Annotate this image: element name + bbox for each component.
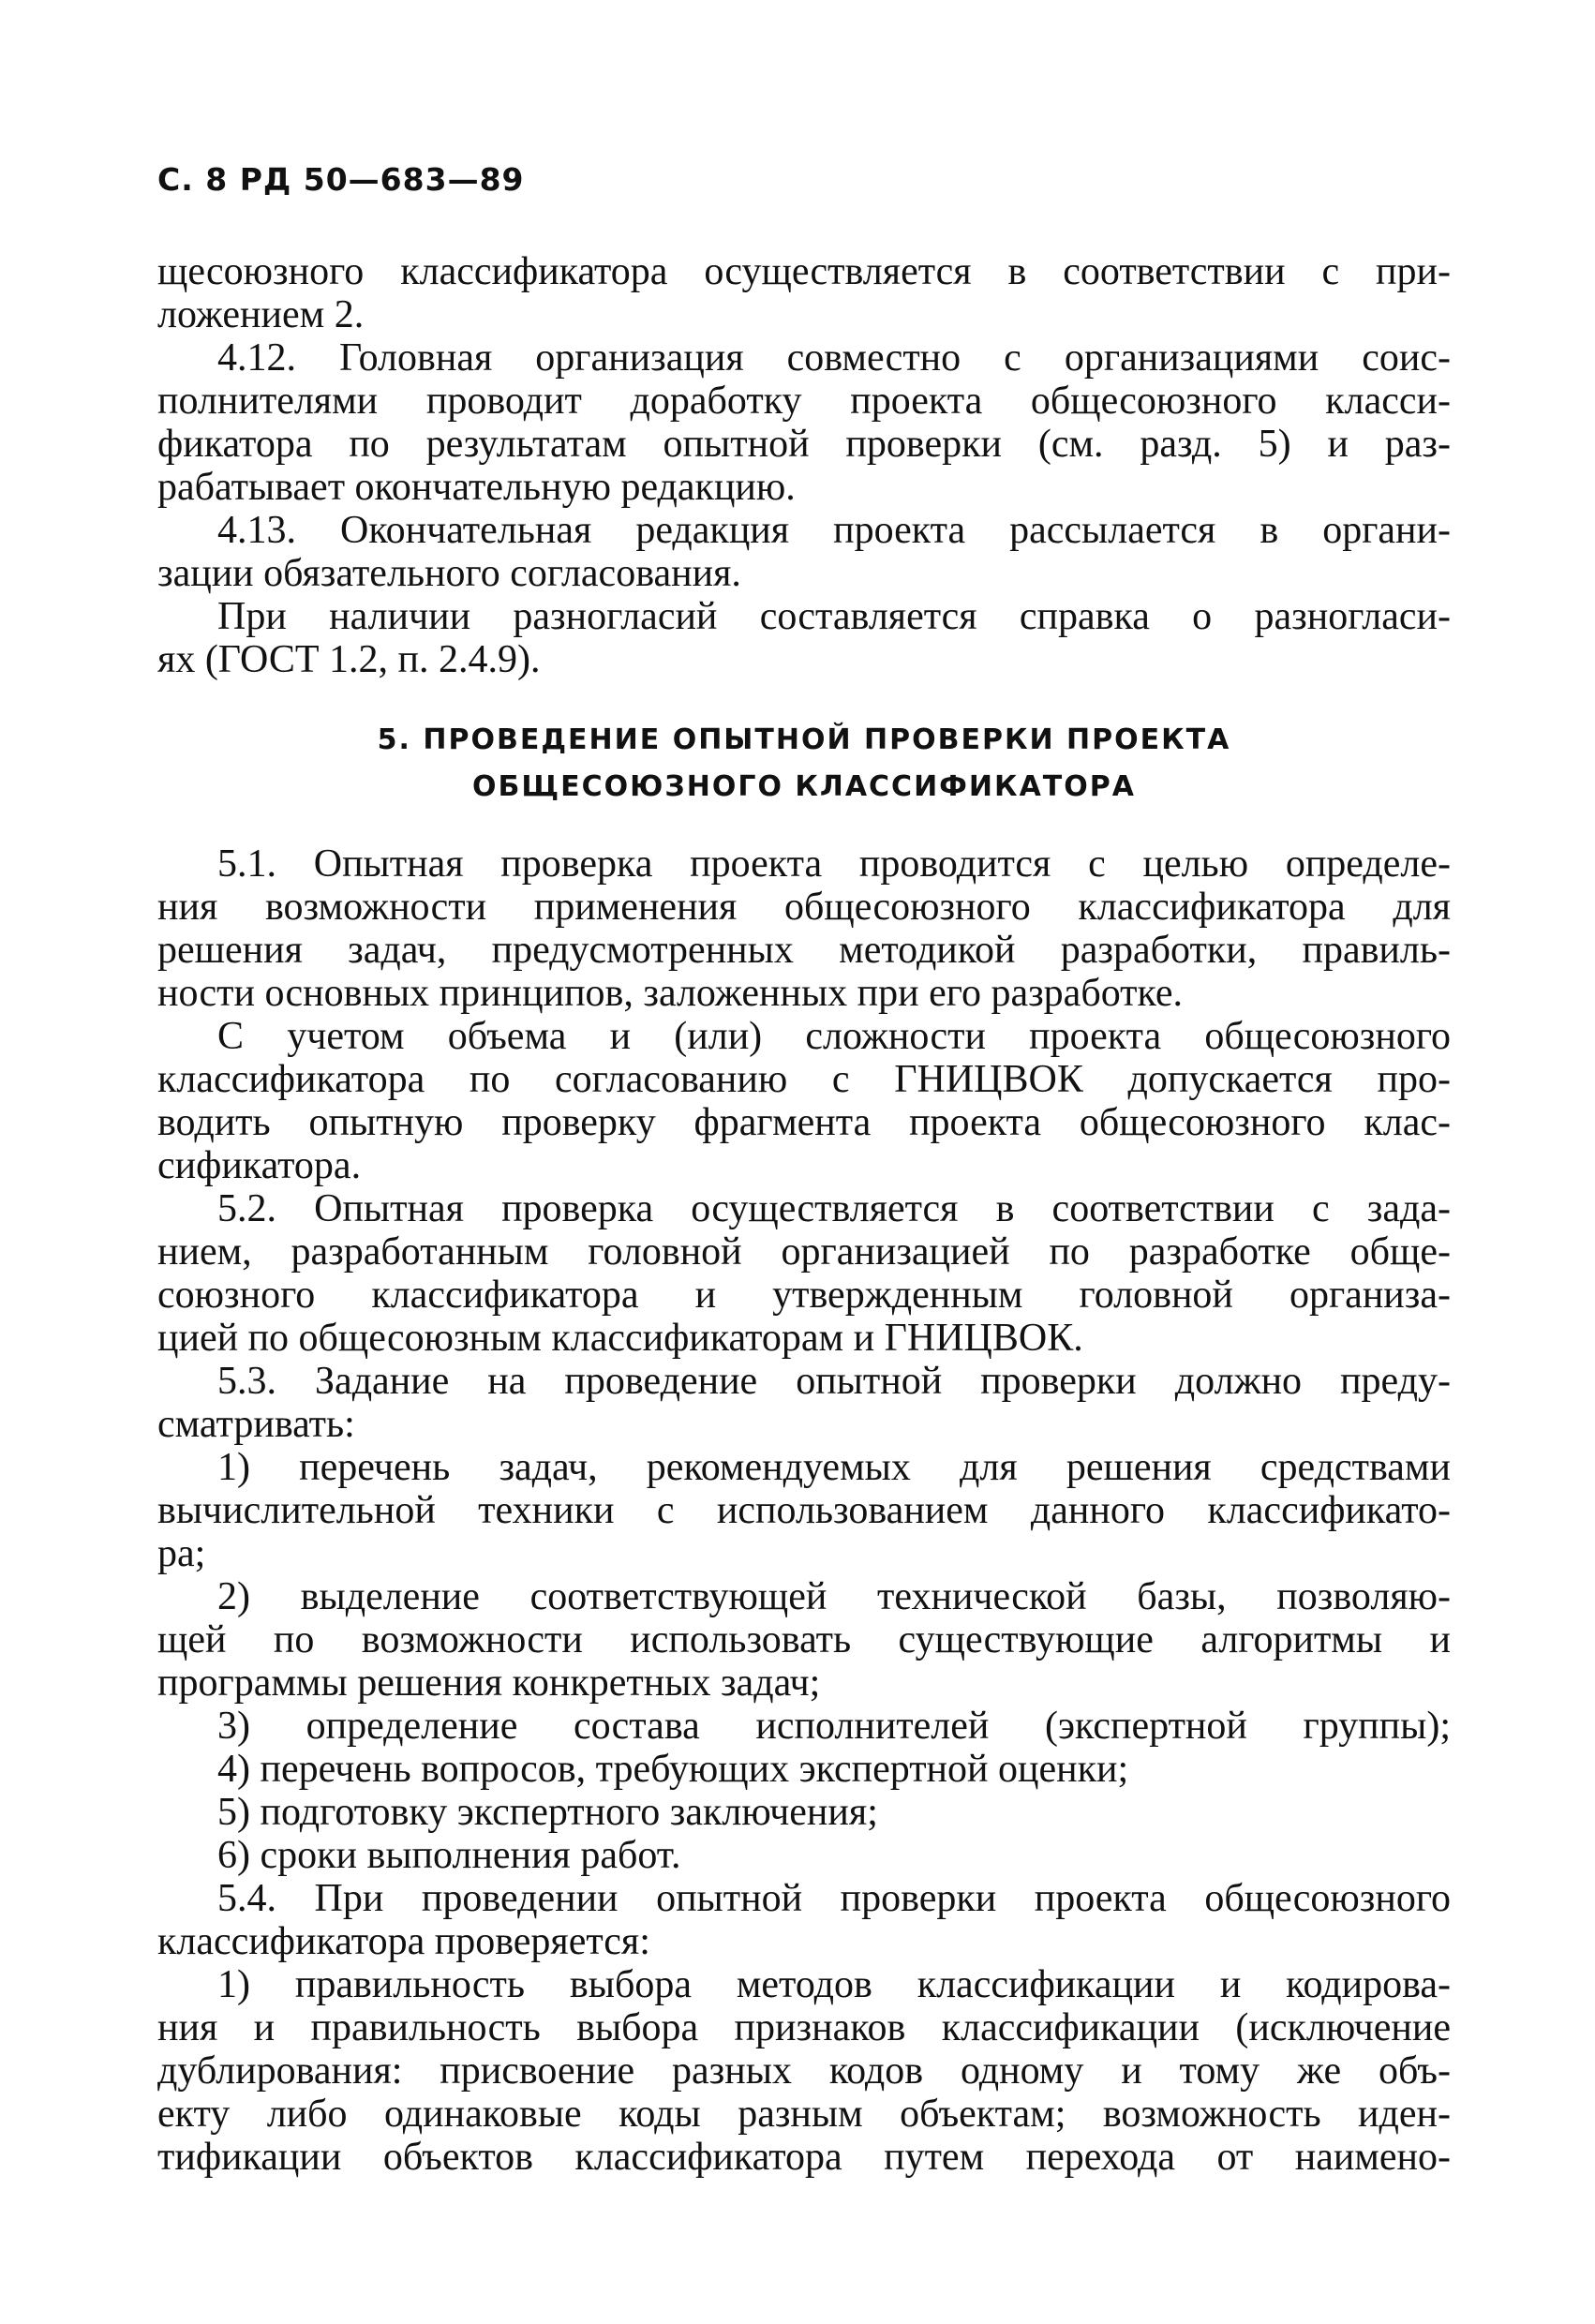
text-line: фикатора по результатам опытной проверки (см. разд. 5) и раз- (157, 423, 1451, 466)
text-line: сификатора. (157, 1144, 362, 1187)
text-line: ния и правильность выбора признаков классификации (исключение (157, 2006, 1451, 2049)
text-line: ложением 2. (157, 293, 365, 336)
page-header: С. 8 РД 50—683—89 (157, 161, 525, 198)
text-line: екту либо одинаковые коды разным объектам; возможность иден- (157, 2093, 1451, 2136)
text-line: рабатывает окончательную редакцию. (157, 466, 796, 509)
text-line: 2) выделение соответствующей технической базы, позволяю- (217, 1575, 1451, 1618)
text-line: щей по возможности использовать существующие алгоритмы и (157, 1618, 1451, 1661)
text-line: полнителями проводит доработку проекта общесоюзного класси- (157, 380, 1451, 423)
text-line: 5.4. При проведении опытной проверки проекта общесоюзного (217, 1877, 1451, 1920)
text-line: ра; (157, 1532, 206, 1575)
text-line: классификатора по согласованию с ГНИЦВОК допускается про- (157, 1058, 1451, 1101)
text-line: 5.3. Задание на проведение опытной проверки должно преду- (217, 1360, 1451, 1403)
text-line: С учетом объема и (или) сложности проекта общесоюзного (217, 1015, 1451, 1058)
text-line: 5) подготовку экспертного заключения; (217, 1791, 878, 1834)
text-line: ности основных принципов, заложенных при его разработке. (157, 972, 1183, 1015)
text-line: дублирования: присвоение разных кодов одному и тому же объ- (157, 2049, 1451, 2093)
text-line: классификатора проверяется: (157, 1920, 650, 1963)
text-line: программы решения конкретных задач; (157, 1661, 821, 1705)
text-line: 3) определение состава исполнителей (экспертной группы); (217, 1705, 1451, 1748)
text-line: При наличии разногласий составляется справка о разногласи- (217, 595, 1451, 638)
section-heading-line-2: ОБЩЕСОЮЗНОГО КЛАССИФИКАТОРА (472, 770, 1136, 803)
text-line: 4.13. Окончательная редакция проекта рассылается в органи- (217, 509, 1451, 552)
text-line: цией по общесоюзным классификаторам и ГНИЦВОК. (157, 1317, 1083, 1360)
text-line: 4.12. Головная организация совместно с организациями соис- (217, 336, 1451, 380)
text-line: ях (ГОСТ 1.2, п. 2.4.9). (157, 638, 541, 681)
text-line: союзного классификатора и утвержденным головной организа- (157, 1274, 1451, 1317)
text-line: 1) правильность выбора методов классификации и кодирова- (217, 1963, 1451, 2006)
text-line: нием, разработанным головной организацией по разработке обще- (157, 1230, 1451, 1274)
text-line: 6) сроки выполнения работ. (217, 1834, 681, 1877)
text-line: водить опытную проверку фрагмента проекта общесоюзного клас- (157, 1101, 1451, 1144)
text-line: 5.2. Опытная проверка осуществляется в соответствии с зада- (217, 1187, 1451, 1230)
section-heading-line-1: 5. ПРОВЕДЕНИЕ ОПЫТНОЙ ПРОВЕРКИ ПРОЕКТА (377, 723, 1231, 756)
text-line: 4) перечень вопросов, требующих экспертной оценки; (217, 1748, 1129, 1791)
text-line: вычислительной техники с использованием данного классификато- (157, 1489, 1451, 1532)
text-line: 5.1. Опытная проверка проекта проводится с целью определе- (217, 842, 1451, 886)
text-line: 1) перечень задач, рекомендуемых для решения средствами (217, 1446, 1451, 1489)
text-line: зации обязательного согласования. (157, 552, 741, 595)
text-line: сматривать: (157, 1403, 355, 1446)
text-line: ния возможности применения общесоюзного классификатора для (157, 886, 1451, 929)
text-line: тификации объектов классификатора путем перехода от наимено- (157, 2136, 1451, 2179)
text-line: решения задач, предусмотренных методикой разработки, правиль- (157, 929, 1451, 972)
text-line: щесоюзного классификатора осуществляется в соответствии с при- (157, 250, 1451, 293)
